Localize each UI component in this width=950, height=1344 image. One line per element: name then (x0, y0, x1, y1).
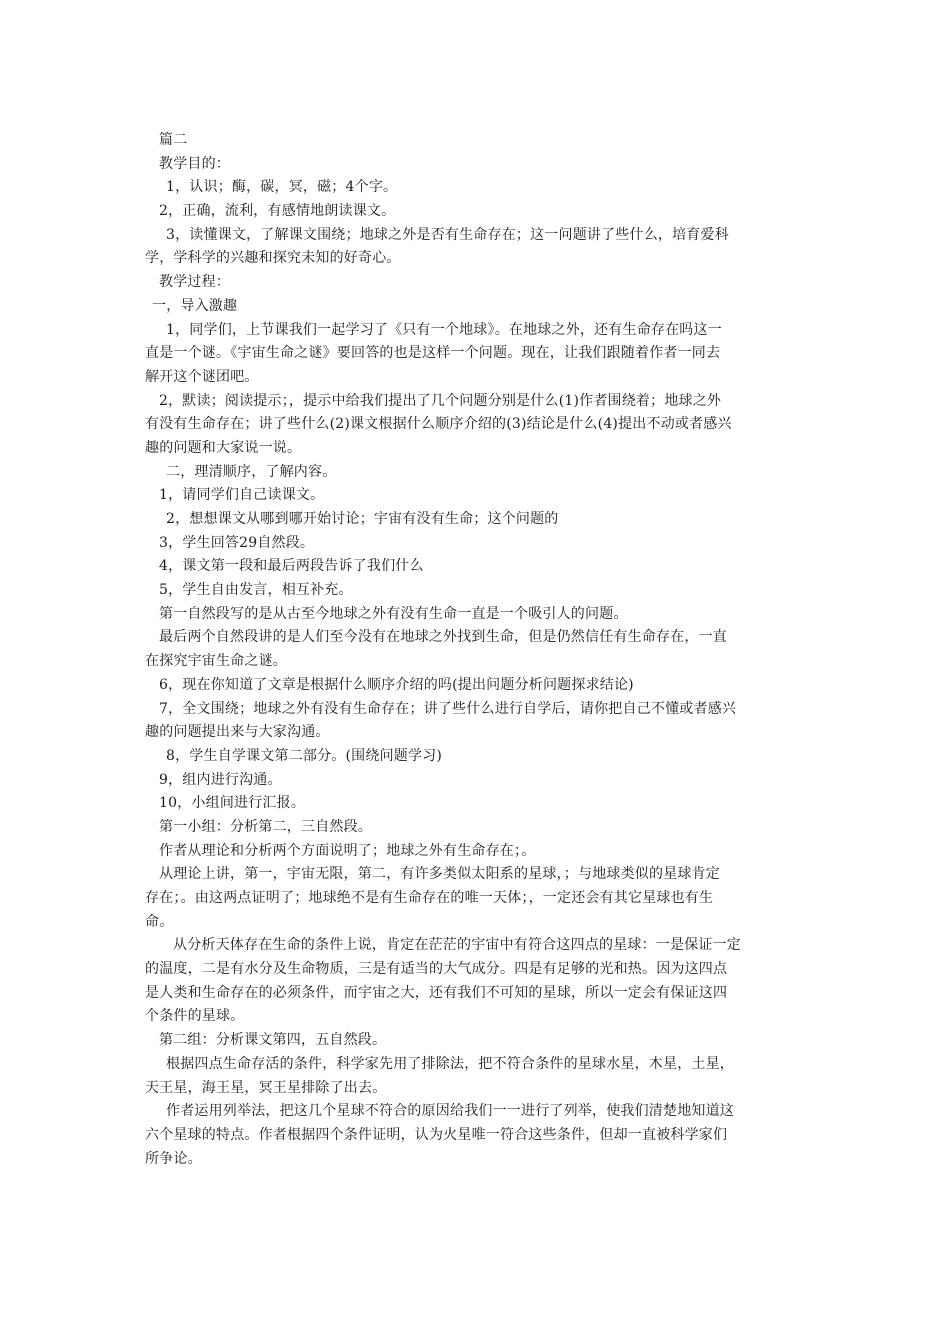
heading-teaching-goals: 教学目的： (159, 155, 230, 172)
group-heading: 第一小组：分析第二，三自然段。 (159, 818, 372, 835)
paragraph-line: 根据四点生命存活的条件，科学家先用了排除法，把不符合条件的星球水星，木星，土星， (166, 1055, 734, 1072)
paragraph-line: 的温度，二是有水分及生命物质，三是有适当的大气成分。四是有足够的光和热。因为这四点 (145, 961, 728, 978)
heading-teaching-process: 教学过程： (159, 274, 230, 291)
paragraph-line: 第一自然段写的是从古至今地球之外有没有生命一直是一个吸引人的问题。 (159, 605, 628, 622)
paragraph-line: 从理论上讲，第一，宇宙无限，第二，有许多类似太阳系的星球，；与地球类似的星球肯定 (159, 866, 720, 883)
paragraph-line: 命。 (145, 913, 174, 930)
list-item: 4，课文第一段和最后两段告诉了我们什么 (159, 558, 424, 575)
document-body (145, 129, 805, 1171)
paragraph-line: 学，学科学的兴趣和探究未知的好奇心。 (145, 250, 401, 267)
paragraph-line: 直是一个谜。《宇宙生命之谜》要回答的也是这样一个问题。现在，让我们跟随着作者一同去 (145, 345, 721, 362)
paragraph-line: 存在；。由这两点证明了；地球绝不是有生命存在的唯一天体；，一定还会有其它星球也有生 (145, 890, 714, 906)
paragraph-line: 解开这个谜团吧。 (145, 368, 259, 385)
section-heading: 一，导入激趣 (152, 297, 238, 314)
paragraph-line: 个条件的星球。 (145, 1008, 245, 1025)
paragraph-line: 在探究宇宙生命之谜。 (145, 653, 287, 670)
paragraph-line: 1，同学们，上节课我们一起学习了《只有一个地球》。在地球之外，还有生命存在吗这一 (166, 321, 722, 338)
paragraph-line: 是人类和生命存在的必须条件，而宇宙之大，还有我们不可知的星球，所以一定会有保证这四 (145, 984, 728, 1001)
paragraph-line: 六个星球的特点。作者根据四个条件证明，认为火星唯一符合这些条件，但却一直被科学家们 (145, 1126, 728, 1143)
paragraph-line: 最后两个自然段讲的是人们至今没有在地球之外找到生命，但是仍然信任有生命存在，一直 (159, 629, 727, 646)
paragraph-line: 所争论。 (145, 1150, 202, 1167)
group-heading: 第二组：分析课文第四，五自然段。 (159, 1032, 387, 1049)
section-title: 篇二 (159, 132, 188, 148)
section-heading: 二，理清顺序，了解内容。 (166, 463, 337, 480)
paragraph-line: 趣的问题提出来与大家沟通。 (145, 724, 330, 741)
list-item: 9，组内进行沟通。 (159, 771, 282, 788)
paragraph-line: 2，默读；阅读提示；，提示中给我们提出了几个问题分别是什么(1)作者围绕着；地球之外 (159, 392, 722, 409)
list-item: 10，小组间进行汇报。 (159, 795, 306, 812)
list-item: 2，想想课文从哪到哪开始讨论；宇宙有没有生命；这个问题的 (166, 511, 559, 527)
paragraph-line: 作者运用列举法，把这几个星球不符合的原因给我们一一进行了列举，使我们清楚地知道这 (166, 1103, 734, 1120)
goal-item: 2，正确，流利，有感情地朗读课文。 (159, 203, 396, 220)
list-item: 7，全文围绕；地球之外有没有生命存在；讲了些什么进行自学后，请你把自己不懂或者感兴 (159, 700, 737, 717)
goal-item: 3，读懂课文，了解课文围绕；地球之外是否有生命存在；这一问题讲了些什么，培育爱科 (166, 226, 729, 243)
list-item: 6，现在你知道了文章是根据什么顺序介绍的吗(提出问题分析问题探求结论) (159, 676, 634, 693)
paragraph-line: 天王星，海王星，冥王星排除了出去。 (145, 1079, 387, 1096)
paragraph-line: 趣的问题和大家说一说。 (145, 439, 302, 456)
list-item: 5，学生自由发言，相互补充。 (159, 582, 353, 599)
list-item: 3，学生回答29自然段。 (159, 534, 315, 551)
paragraph-line: 从分析天体存在生命的条件上说，肯定在茫茫的宇宙中有符合这四点的星球：一是保证一定 (173, 937, 741, 954)
goal-item: 1，认识；酶，碳，冥，磁；4个字。 (166, 179, 398, 196)
list-item: 8，学生自学课文第二部分。(围绕问题学习) (166, 747, 443, 764)
paragraph-line: 作者从理论和分析两个方面说明了；地球之外有生命存在；。 (159, 842, 536, 859)
list-item: 1，请同学们自己读课文。 (159, 487, 325, 504)
paragraph-line: 有没有生命存在；讲了些什么(2)课文根据什么顺序介绍的(3)结论是什么(4)提出不动或者感兴 (145, 416, 732, 433)
